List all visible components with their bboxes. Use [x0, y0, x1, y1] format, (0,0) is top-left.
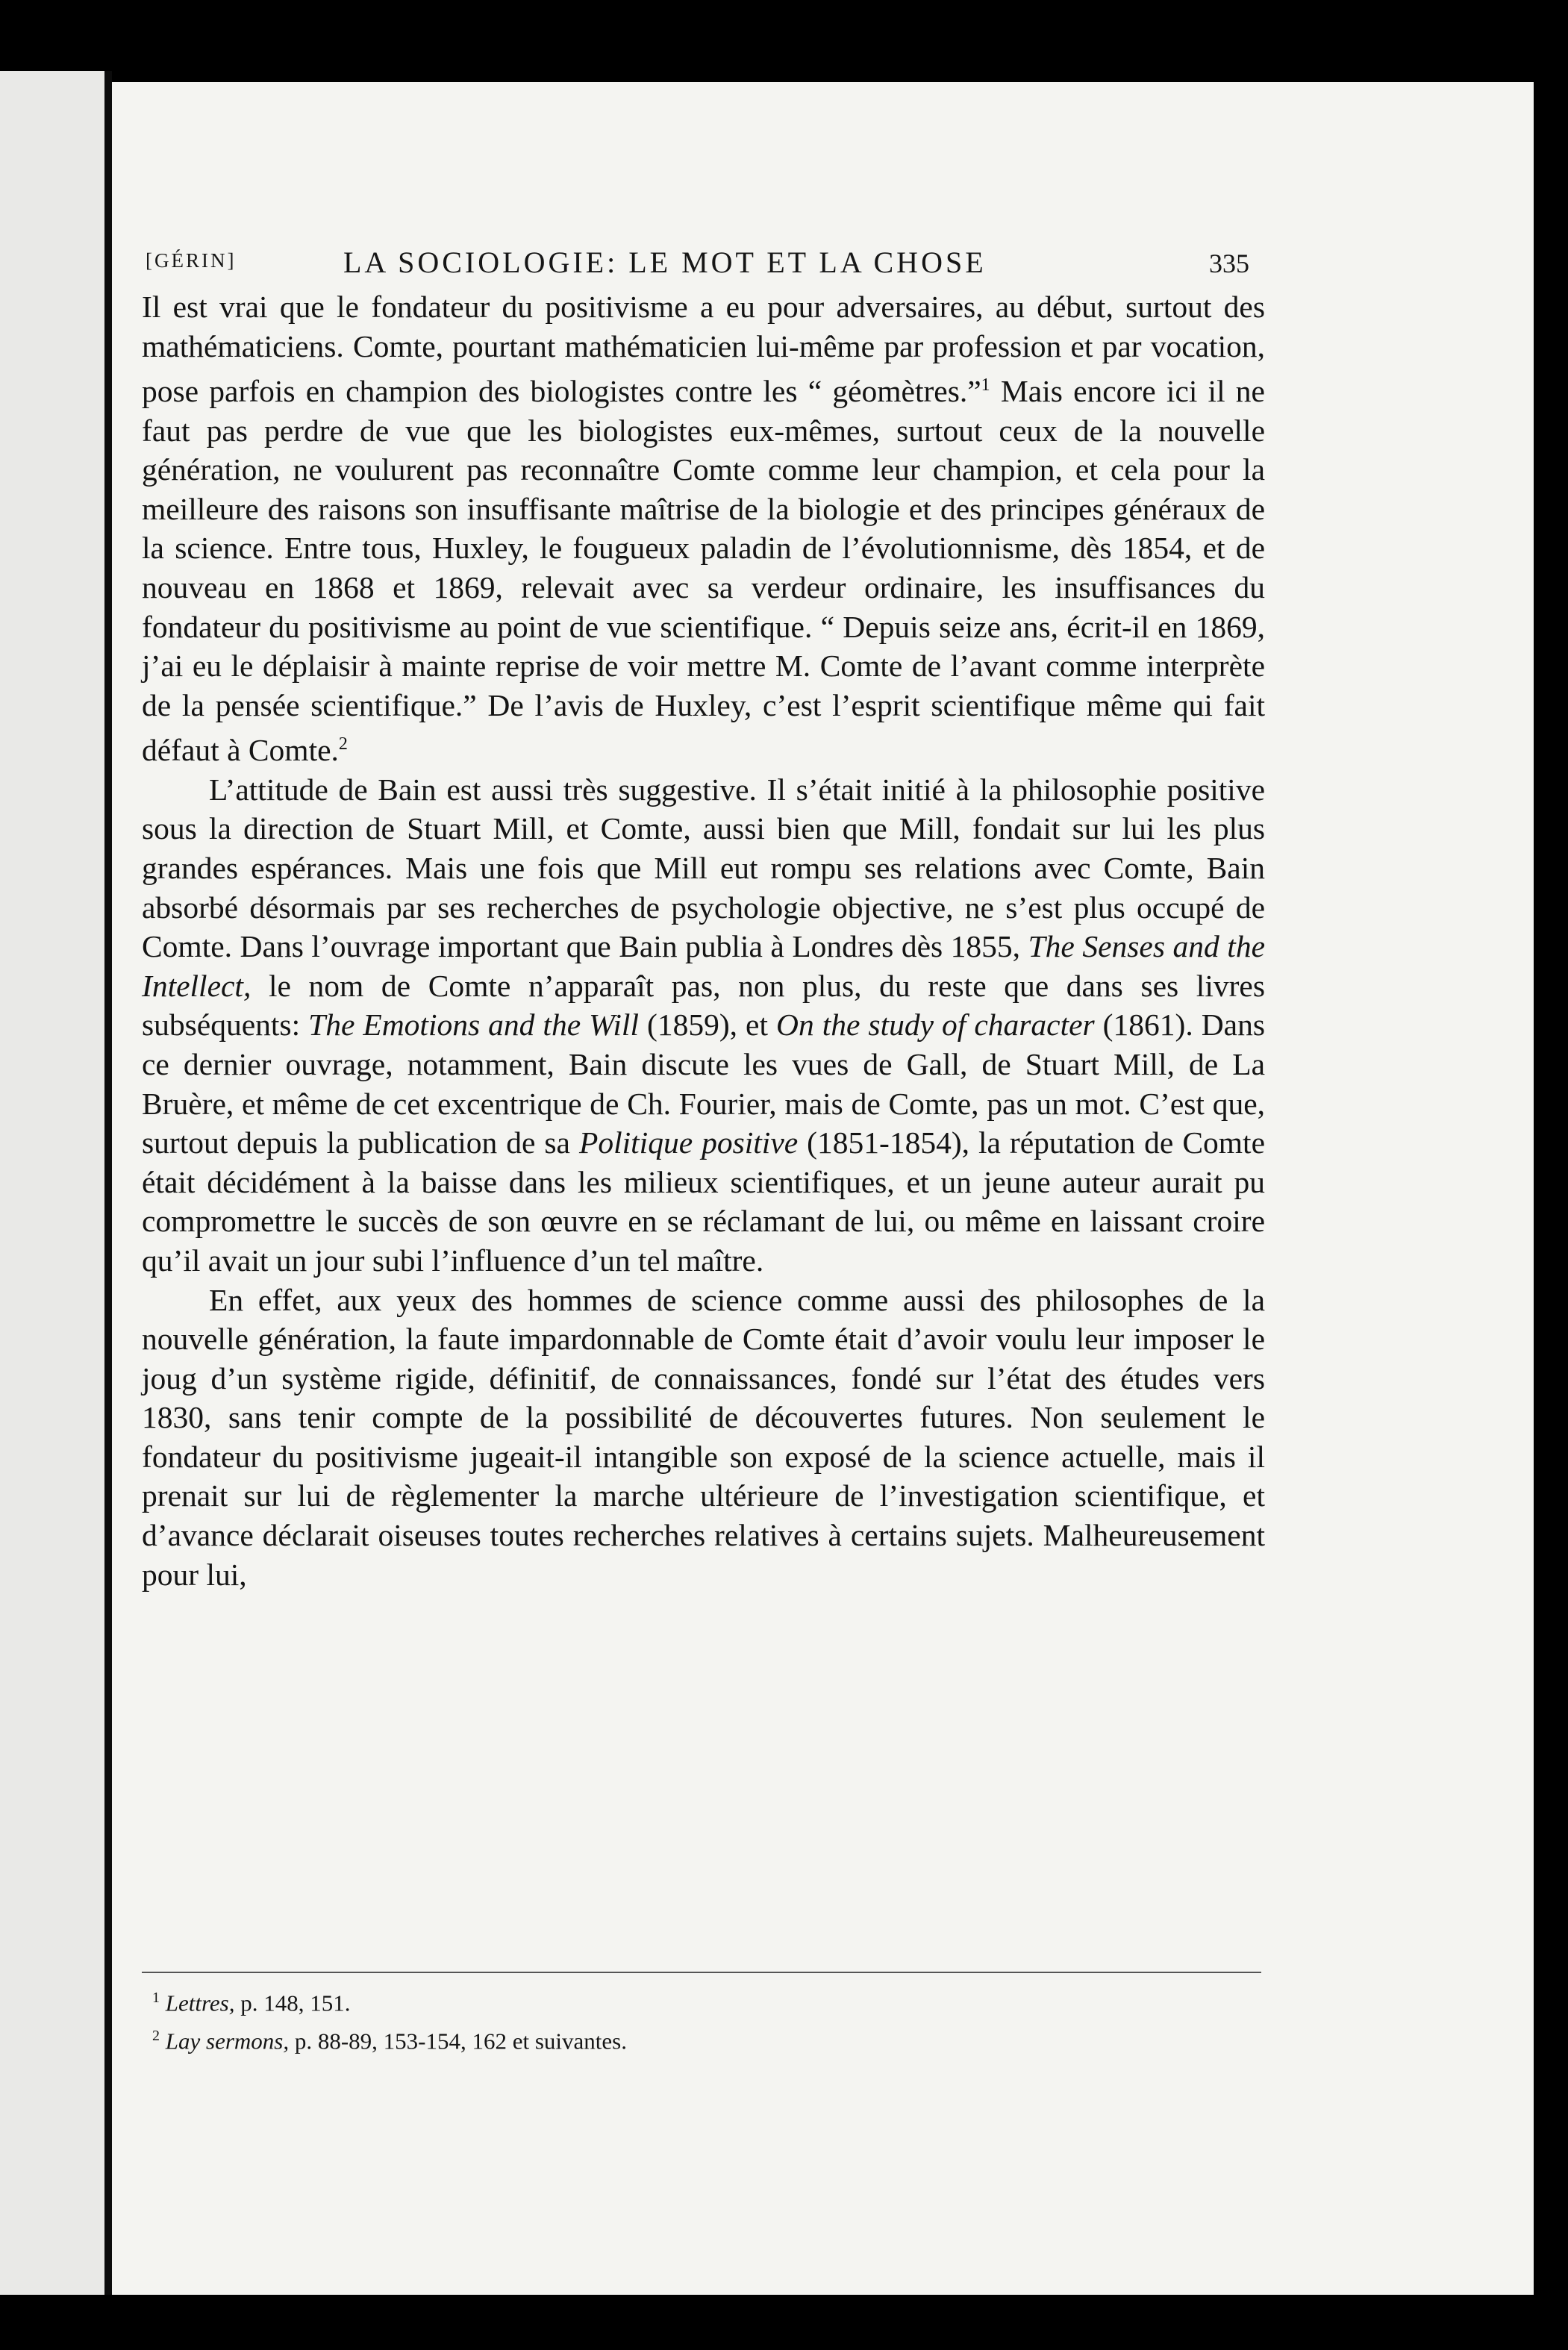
running-head	[146, 239, 1265, 284]
paragraph	[142, 1281, 1265, 1595]
footnote-reference: 2	[338, 734, 348, 754]
footnote-ref: p. 148, 151.	[234, 1990, 351, 2016]
text-run: Il est vrai que le fondateur du positivisme a eu pour adversaires, au début, surtout des mathématiciens. Comte, pourtant mathématicien lui-même par profession et par vocation, pose parfois en champion des biologistes contre les “ géomètres.”	[142, 290, 1265, 409]
footnote-source: Lay sermons,	[165, 2028, 290, 2054]
running-head-author: [GÉRIN]	[146, 249, 237, 272]
text-run: (1859), et	[639, 1007, 776, 1043]
paragraph	[142, 287, 1265, 770]
footnote-source: Lettres,	[165, 1990, 235, 2016]
text-run: le nom de Comte n’apparaît pas, non plus, du reste que dans ses livres subséquents:	[142, 968, 1265, 1043]
italic-title: The Senses and the Intellect,	[142, 929, 1266, 1003]
footnote-marker: 1	[152, 1990, 160, 2006]
footnote	[142, 1981, 1265, 2019]
page-number: 335	[1209, 249, 1249, 278]
italic-title: Politique positive	[578, 1125, 799, 1160]
italic-title: On the study of character	[776, 1007, 1095, 1043]
running-head-title: LA SOCIOLOGIE: LE MOT ET LA CHOSE	[343, 246, 987, 279]
footnote-ref: p. 88-89, 153-154, 162 et suivantes.	[289, 2028, 627, 2054]
text-run: (1861). Dans ce dernier ouvrage, notamment, Bain discute les vues de Gall, de Stuart Mill, de La Bruère, et même de cet excentrique de Ch. Fourier, mais de Comte, pas un mot. C’est que, surtout depuis la publication de sa	[142, 1007, 1265, 1160]
text-run: En effet, aux yeux des hommes de science comme aussi des philosophes de la nouvelle génération, la faute impardonnable de Comte était d’avoir voulu leur imposer le joug d’un système rigide, définitif, de connaissances, fondé sur l’état des études vers 1830, sans tenir compte de la possibilité de découvertes futures. Non seulement le fondateur du positivisme jugeait-il intangible son exposé de la science actuelle, mais il prenait sur lui de règlementer la marche ultérieure de l’investigation scientifique, et d’avance déclarait oiseuses toutes recherches relatives à certains sujets. Malheureusement pour lui,	[142, 1282, 1265, 1592]
text-run: (1851-1854), la réputation de Comte était décidément à la baisse dans les milieux scientifiques, et un jeune auteur aurait pu compromettre le succès de son œuvre en se réclamant de lui, ou même en laissant croire qu’il avait un jour subi l’influence d’un tel maître.	[142, 1125, 1265, 1278]
italic-title: The Emotions and the Will	[308, 1007, 639, 1043]
footnote-rule	[142, 1972, 1261, 1973]
adjacent-page-strip	[0, 71, 104, 2295]
footnote	[142, 2019, 1265, 2057]
footnote-reference: 1	[981, 375, 990, 396]
footnote-marker: 2	[152, 2028, 160, 2045]
footnotes	[142, 1981, 1265, 2058]
body-text	[142, 287, 1265, 1594]
text-run: Mais encore ici il ne faut pas perdre de vue que les biologistes eux-mêmes, surtout ceux de la nouvelle génération, ne voulurent pas reconnaître Comte comme leur champion, et cela pour la meilleure des raisons son insuffisante maîtrise de la biologie et des principes généraux de la science. Entre tous, Huxley, le fougueux paladin de l’évolutionnisme, dès 1854, et de nouveau en 1868 et 1869, relevait avec sa verdeur ordinaire, les insuffisances du fondateur du positivisme au point de vue scientifique. “ Depuis seize ans, écrit-il en 1869, j’ai eu le déplaisir à mainte reprise de voir mettre M. Comte de l’avant comme interprète de la pensée scientifique.” De l’avis de Huxley, c’est l’esprit scientifique même qui fait défaut à Comte.	[142, 374, 1265, 768]
book-gutter	[104, 71, 112, 2295]
text-run: L’attitude de Bain est aussi très suggestive. Il s’était initié à la philosophie positive sous la direction de Stuart Mill, et Comte, aussi bien que Mill, fondait sur lui les plus grandes espérances. Mais une fois que Mill eut rompu ses relations avec Comte, Bain absorbé désormais par ses recherches de psychologie objective, ne s’est plus occupé de Comte. Dans l’ouvrage important que Bain publia à Londres dès 1855,	[142, 772, 1265, 964]
paragraph	[142, 770, 1265, 1281]
